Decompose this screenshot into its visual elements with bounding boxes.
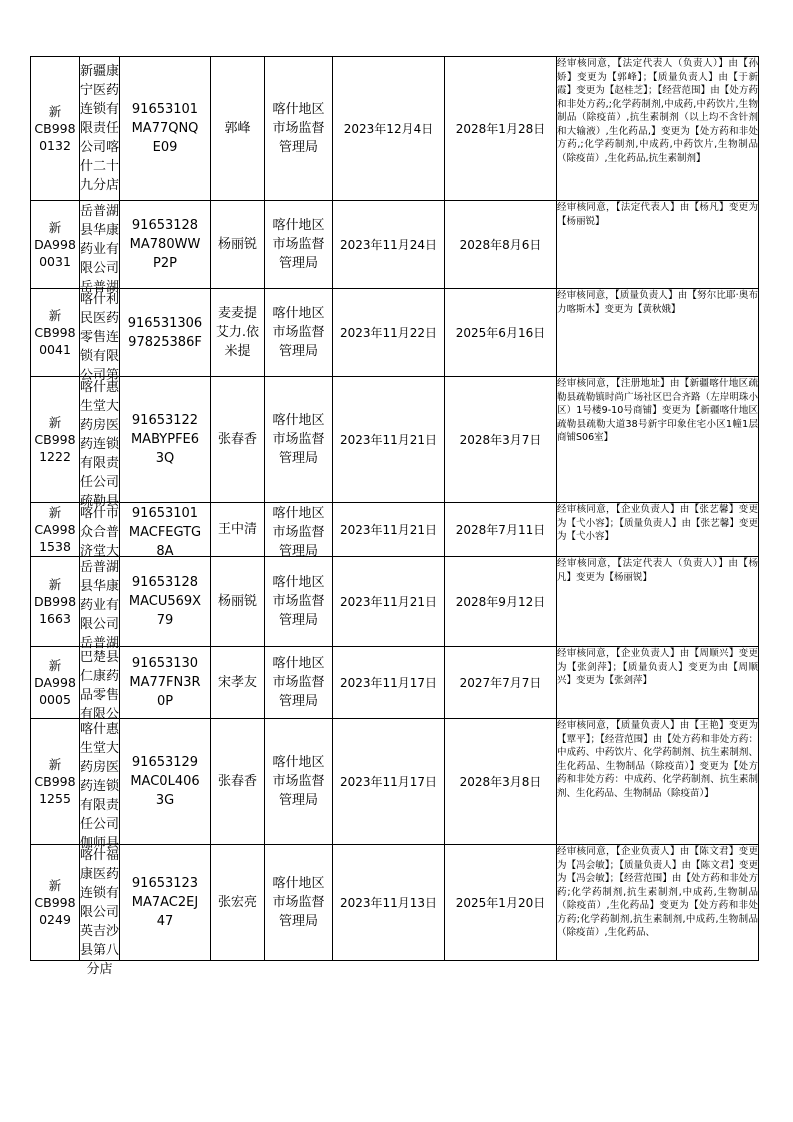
license-number-cell bbox=[31, 647, 80, 719]
expiry-date-cell-text: 2025年1月20日 bbox=[455, 896, 546, 910]
company-name-cell-line: 任公司 bbox=[80, 474, 120, 490]
expiry-date-cell bbox=[445, 57, 557, 201]
license-number-cell bbox=[31, 503, 80, 557]
change-note-cell-text: 经审核同意，【企业负责人】由【张艺馨】变更为【弋小容】；【质量负责人】由【张艺馨】变更为【弋小容】 bbox=[557, 504, 758, 542]
company-name-cell-line: 县第八 bbox=[80, 942, 120, 958]
expiry-date-cell bbox=[445, 647, 557, 719]
license-number-cell-line: 1222 bbox=[39, 449, 71, 464]
credit-code-cell-line: 3G bbox=[155, 793, 175, 808]
legal-person-cell-line: 宋孝友 bbox=[217, 675, 257, 690]
expiry-date-cell-text: 2027年7月7日 bbox=[459, 676, 542, 690]
company-name-cell bbox=[80, 289, 120, 383]
authority-cell-line: 管理局 bbox=[278, 256, 318, 271]
table-row bbox=[31, 719, 759, 845]
authority-cell-line: 喀什地区 bbox=[272, 218, 325, 233]
company-name-cell-line: 任公司 bbox=[80, 816, 120, 832]
change-note-cell-text: 经审核同意，【企业负责人】由【陈文君】变更为【冯会敏】；【质量负责人】由【陈文君】变更为【冯会敏】；【经营范围】由【处方药和非处方药;化学药制剂,抗生素制剂,中成药,生物制品（除疫苗）,生化药品】变更为【处方药和非处方药;化学药制剂,抗生素制剂,中成药,生物制品（除疫苗）,生化药品、 bbox=[557, 846, 758, 938]
company-name-cell-line: 岳普湖 bbox=[80, 203, 120, 219]
legal-person-cell-line: 杨丽锐 bbox=[217, 594, 257, 609]
authority-cell-line: 管理局 bbox=[278, 694, 318, 709]
change-note-cell-text: 经审核同意，【注册地址】由【新疆喀什地区疏勒县疏勒镇时尚广场社区巴合齐路（左岸明珠小区）1号楼9-10号商铺】变更为【新疆喀什地区疏勒县疏勒大道38号新宇印象住宅小区1幢1层商铺S06室】 bbox=[557, 378, 758, 443]
license-number-cell bbox=[31, 57, 80, 201]
credit-code-cell-line: E09 bbox=[152, 140, 178, 155]
authority-cell-line: 市场监督 bbox=[272, 432, 325, 447]
credit-code-cell-line: 91653128 bbox=[131, 575, 199, 590]
credit-code-cell bbox=[120, 57, 211, 201]
license-number-cell-line: 0031 bbox=[39, 254, 71, 269]
company-name-cell-line: 喀什市 bbox=[80, 505, 120, 521]
license-number-cell bbox=[31, 719, 80, 845]
change-date-cell bbox=[333, 377, 445, 503]
authority-cell-line: 市场监督 bbox=[272, 895, 325, 910]
license-number-cell-line: 0132 bbox=[39, 138, 71, 153]
change-note-cell bbox=[557, 647, 759, 719]
license-number-cell-line: 1538 bbox=[39, 539, 71, 554]
company-name-cell-line: 英吉沙 bbox=[80, 923, 120, 939]
company-name-cell-line: 药房医 bbox=[80, 759, 120, 775]
change-note-cell bbox=[557, 845, 759, 961]
license-number-cell-line: CA998 bbox=[34, 522, 76, 537]
company-name-cell-line: 限责任 bbox=[80, 121, 120, 136]
change-note-cell bbox=[557, 503, 759, 557]
company-name-cell-line: 生堂大 bbox=[80, 398, 120, 414]
company-name-cell-line: 药业有 bbox=[80, 597, 120, 613]
license-number-cell-line: 新 bbox=[48, 505, 62, 520]
company-name-cell-line: 药连锁 bbox=[80, 436, 120, 452]
legal-person-cell-line: 郭峰 bbox=[224, 121, 251, 136]
legal-person-cell bbox=[211, 377, 265, 503]
credit-code-cell-line: 91653129 bbox=[131, 755, 199, 770]
authority-cell-line: 管理局 bbox=[278, 613, 318, 628]
change-note-cell bbox=[557, 57, 759, 201]
change-date-cell bbox=[333, 57, 445, 201]
company-name-cell-line: 众合普 bbox=[80, 524, 120, 540]
change-note-cell-text: 经审核同意，【法定代表人】由【杨凡】变更为【杨丽锐】 bbox=[557, 202, 758, 227]
authority-cell-line: 喀什地区 bbox=[272, 876, 325, 891]
company-name-cell-line: 药连锁 bbox=[80, 778, 120, 794]
company-name-cell-line: 仁康药 bbox=[80, 668, 120, 684]
authority-cell bbox=[265, 289, 333, 377]
credit-code-cell bbox=[120, 201, 211, 289]
table-row bbox=[31, 845, 759, 961]
credit-code-cell-line: 79 bbox=[156, 613, 174, 628]
authority-cell-line: 喀什地区 bbox=[272, 656, 325, 671]
table-row bbox=[31, 377, 759, 503]
expiry-date-cell bbox=[445, 719, 557, 845]
company-name-cell-line: 伽师县 bbox=[80, 835, 120, 851]
company-name-cell-line: 岳普湖 bbox=[80, 279, 120, 295]
expiry-date-cell bbox=[445, 557, 557, 647]
authority-cell-line: 管理局 bbox=[278, 344, 318, 359]
license-number-cell-line: CB998 bbox=[34, 121, 76, 136]
license-number-cell-line: 新 bbox=[48, 415, 62, 430]
change-date-cell-text: 2023年11月17日 bbox=[339, 775, 438, 789]
credit-code-cell-line: MA77FN3R bbox=[129, 675, 201, 690]
company-name-cell-line: 限公司 bbox=[80, 616, 120, 632]
company-name-cell-line: 有限责 bbox=[80, 455, 120, 471]
company-name-cell-line: 济堂大 bbox=[80, 543, 120, 559]
table-row bbox=[31, 57, 759, 201]
change-date-cell bbox=[333, 647, 445, 719]
credit-code-cell-line: 91653122 bbox=[131, 413, 199, 428]
expiry-date-cell-text: 2028年9月12日 bbox=[455, 595, 546, 609]
license-number-cell-line: 0249 bbox=[39, 912, 71, 927]
authority-cell-line: 喀什地区 bbox=[272, 306, 325, 321]
credit-code-cell-line: 916531306 bbox=[127, 315, 203, 331]
license-number-cell-line: 新 bbox=[48, 878, 62, 893]
expiry-date-cell-text: 2025年6月16日 bbox=[455, 326, 546, 340]
company-name-cell bbox=[80, 647, 120, 722]
credit-code-cell-line: 47 bbox=[156, 914, 174, 929]
authority-cell-line: 管理局 bbox=[278, 140, 318, 155]
license-number-cell-line: 新 bbox=[48, 104, 62, 119]
authority-cell bbox=[265, 377, 333, 503]
authority-cell-line: 市场监督 bbox=[272, 675, 325, 690]
expiry-date-cell-text: 2028年8月6日 bbox=[459, 238, 542, 252]
credit-code-cell bbox=[120, 557, 211, 647]
table-row bbox=[31, 201, 759, 289]
company-name-cell bbox=[80, 845, 120, 977]
legal-person-cell bbox=[211, 557, 265, 647]
company-name-cell-line: 连锁有 bbox=[80, 102, 120, 117]
authority-cell-line: 喀什地区 bbox=[272, 102, 325, 117]
authority-cell-line: 市场监督 bbox=[272, 325, 325, 340]
license-number-cell bbox=[31, 557, 80, 647]
authority-cell-line: 市场监督 bbox=[272, 121, 325, 136]
license-number-cell bbox=[31, 845, 80, 961]
company-name-cell-line: 公司第 bbox=[80, 367, 120, 383]
company-name-cell-line: 分店 bbox=[86, 961, 113, 977]
credit-code-cell-line: MA780WW bbox=[129, 237, 201, 252]
authority-cell bbox=[265, 845, 333, 961]
authority-cell bbox=[265, 201, 333, 289]
authority-cell-line: 管理局 bbox=[278, 793, 318, 808]
expiry-date-cell bbox=[445, 289, 557, 377]
authority-cell-line: 管理局 bbox=[278, 451, 318, 466]
license-number-cell-line: DA998 bbox=[34, 675, 76, 690]
change-note-cell-text: 经审核同意，【企业负责人】由【周顺兴】变更为【张剑萍】；【质量负责人】变更为由【周顺兴】变更为【张剑萍】 bbox=[557, 648, 758, 686]
company-name-cell-line: 岳普湖 bbox=[80, 559, 120, 575]
license-number-cell-line: CB998 bbox=[34, 774, 76, 789]
legal-person-cell-line: 麦麦提 bbox=[217, 306, 257, 321]
legal-person-cell bbox=[211, 289, 265, 377]
legal-person-cell bbox=[211, 57, 265, 201]
change-date-cell-text: 2023年11月22日 bbox=[339, 326, 438, 340]
company-name-cell-line: 药业有 bbox=[80, 241, 120, 257]
company-name-cell bbox=[80, 201, 120, 295]
company-name-cell-line: 县华康 bbox=[80, 222, 120, 238]
credit-code-cell bbox=[120, 647, 211, 719]
credit-code-cell-line: 91653101 bbox=[131, 505, 199, 521]
company-name-cell-line: 宁医药 bbox=[80, 83, 120, 98]
license-number-cell-line: 1255 bbox=[39, 791, 71, 806]
change-note-cell-text: 经审核同意，【法定代表人（负责人）】由【杨凡】变更为【杨丽锐】 bbox=[557, 558, 758, 583]
credit-code-cell-line: MACFEGTG bbox=[128, 524, 202, 540]
company-name-cell-line: 康医药 bbox=[80, 866, 120, 882]
credit-code-cell bbox=[120, 377, 211, 503]
company-name-cell-line: 巴楚县 bbox=[80, 649, 120, 665]
authority-cell-line: 喀什地区 bbox=[272, 505, 325, 521]
expiry-date-cell bbox=[445, 201, 557, 289]
legal-person-cell bbox=[211, 201, 265, 289]
company-name-cell bbox=[80, 557, 120, 651]
credit-code-cell-line: MA77QNQ bbox=[131, 121, 199, 136]
company-name-cell-line: 岳普湖 bbox=[80, 635, 120, 651]
legal-person-cell bbox=[211, 503, 265, 557]
expiry-date-cell-text: 2028年3月8日 bbox=[459, 775, 542, 789]
company-name-cell-line: 疏勒县 bbox=[80, 493, 120, 509]
change-date-cell bbox=[333, 719, 445, 845]
change-date-cell bbox=[333, 503, 445, 557]
credit-code-cell-line: MAC0L406 bbox=[130, 774, 200, 789]
credit-code-cell-line: 97825386F bbox=[128, 334, 202, 350]
expiry-date-cell bbox=[445, 377, 557, 503]
credit-code-cell-line: 3Q bbox=[155, 451, 175, 466]
authority-cell bbox=[265, 503, 333, 557]
change-note-cell bbox=[557, 201, 759, 289]
license-number-cell-line: CB998 bbox=[34, 895, 76, 910]
company-name-cell-line: 喀什福 bbox=[80, 847, 120, 863]
authority-cell bbox=[265, 647, 333, 719]
company-name-cell-line: 喀什惠 bbox=[80, 721, 120, 737]
legal-person-cell-line: 艾力.依 bbox=[215, 325, 260, 340]
company-name-cell-line: 限公司 bbox=[80, 260, 120, 276]
license-number-cell-line: DA998 bbox=[34, 237, 76, 252]
legal-person-cell-line: 米提 bbox=[224, 344, 251, 359]
change-date-cell-text: 2023年11月21日 bbox=[339, 433, 438, 447]
legal-person-cell-line: 杨丽锐 bbox=[217, 237, 257, 252]
license-number-cell-line: 新 bbox=[48, 757, 62, 772]
credit-code-cell-line: 91653128 bbox=[131, 218, 199, 233]
authority-cell-line: 市场监督 bbox=[272, 774, 325, 789]
change-date-cell-text: 2023年11月17日 bbox=[339, 676, 438, 690]
company-name-cell-line: 民医药 bbox=[80, 310, 120, 326]
change-note-cell bbox=[557, 289, 759, 377]
license-number-cell bbox=[31, 289, 80, 377]
credit-code-cell-line: 0P bbox=[156, 694, 174, 709]
authority-cell-line: 喀什地区 bbox=[272, 755, 325, 770]
expiry-date-cell bbox=[445, 503, 557, 557]
license-number-cell bbox=[31, 377, 80, 503]
change-date-cell-text: 2023年11月24日 bbox=[339, 238, 438, 252]
legal-person-cell-line: 张春香 bbox=[217, 774, 257, 789]
license-number-cell-line: 新 bbox=[48, 220, 62, 235]
expiry-date-cell-text: 2028年7月11日 bbox=[455, 523, 546, 537]
authority-cell-line: 管理局 bbox=[278, 543, 318, 559]
company-name-cell-line: 品零售 bbox=[80, 687, 120, 703]
license-number-cell-line: 新 bbox=[48, 658, 62, 673]
credit-code-cell-line: 8A bbox=[156, 543, 174, 559]
company-name-cell-line: 连锁有 bbox=[80, 885, 120, 901]
company-name-cell-line: 有限公 bbox=[80, 706, 120, 722]
credit-code-cell bbox=[120, 503, 211, 557]
table-body bbox=[31, 57, 759, 977]
license-number-cell-line: 1663 bbox=[39, 611, 71, 626]
change-note-cell-text: 经审核同意，【质量负责人】由【努尔比耶·奥布力喀斯木】变更为【黄秋娥】 bbox=[557, 290, 758, 315]
credit-code-cell-line: MACU569X bbox=[128, 594, 202, 609]
credit-code-cell-line: 91653130 bbox=[131, 656, 199, 671]
license-number-cell-line: 0005 bbox=[39, 692, 71, 707]
company-name-cell-line: 限公司 bbox=[80, 904, 120, 920]
authority-cell-line: 喀什地区 bbox=[272, 413, 325, 428]
license-number-cell-line: DB998 bbox=[33, 594, 77, 609]
authority-cell-line: 市场监督 bbox=[272, 524, 325, 540]
change-date-cell bbox=[333, 845, 445, 961]
change-date-cell bbox=[333, 201, 445, 289]
company-name-cell-line: 公司喀 bbox=[80, 140, 120, 155]
expiry-date-cell bbox=[445, 845, 557, 961]
change-date-cell-text: 2023年11月21日 bbox=[339, 523, 438, 537]
change-date-cell-text: 2023年12月4日 bbox=[343, 122, 434, 136]
legal-person-cell bbox=[211, 845, 265, 961]
table-row bbox=[31, 503, 759, 557]
license-number-cell bbox=[31, 201, 80, 289]
legal-person-cell-line: 张宏亮 bbox=[217, 895, 257, 910]
credit-code-cell-line: MA7AC2EJ bbox=[131, 895, 199, 910]
authority-cell-line: 管理局 bbox=[278, 914, 318, 929]
legal-person-cell-line: 王中清 bbox=[217, 522, 257, 537]
license-number-cell-line: 0041 bbox=[39, 342, 71, 357]
legal-person-cell bbox=[211, 719, 265, 845]
company-name-cell-line: 新疆康 bbox=[80, 64, 120, 79]
company-name-cell-line: 锁有限 bbox=[80, 348, 120, 364]
authority-cell-line: 市场监督 bbox=[272, 237, 325, 252]
change-date-cell-text: 2023年11月21日 bbox=[339, 595, 438, 609]
credit-code-cell bbox=[120, 845, 211, 961]
license-change-table bbox=[30, 56, 759, 977]
company-name-cell bbox=[80, 719, 120, 851]
company-name-cell bbox=[80, 57, 120, 201]
table-row bbox=[31, 647, 759, 719]
change-date-cell bbox=[333, 289, 445, 377]
authority-cell-line: 喀什地区 bbox=[272, 575, 325, 590]
change-date-cell bbox=[333, 557, 445, 647]
change-date-cell-text: 2023年11月13日 bbox=[339, 896, 438, 910]
expiry-date-cell-text: 2028年3月7日 bbox=[459, 433, 542, 447]
authority-cell-line: 市场监督 bbox=[272, 594, 325, 609]
company-name-cell-line: 什二十 bbox=[80, 159, 120, 174]
credit-code-cell bbox=[120, 719, 211, 845]
license-number-cell-line: 新 bbox=[48, 577, 62, 592]
company-name-cell bbox=[80, 377, 120, 509]
license-number-cell-line: 新 bbox=[48, 308, 62, 323]
company-name-cell bbox=[80, 503, 120, 557]
table-row bbox=[31, 557, 759, 647]
change-note-cell bbox=[557, 719, 759, 845]
company-name-cell-line: 县华康 bbox=[80, 578, 120, 594]
change-note-cell bbox=[557, 377, 759, 503]
legal-person-cell bbox=[211, 647, 265, 719]
change-note-cell bbox=[557, 557, 759, 647]
company-name-cell-line: 生堂大 bbox=[80, 740, 120, 756]
company-name-cell-line: 九分店 bbox=[80, 178, 120, 193]
company-name-cell-line: 零售连 bbox=[80, 329, 120, 345]
authority-cell bbox=[265, 557, 333, 647]
authority-cell bbox=[265, 57, 333, 201]
legal-person-cell-line: 张春香 bbox=[217, 432, 257, 447]
credit-code-cell bbox=[120, 289, 211, 377]
credit-code-cell-line: P2P bbox=[153, 256, 177, 271]
company-name-cell-line: 药房医 bbox=[80, 417, 120, 433]
credit-code-cell-line: 91653101 bbox=[131, 102, 199, 117]
change-note-cell-text: 经审核同意，【质量负责人】由【王艳】变更为【覃平】；【经营范围】由【处方药和非处方药：中成药、中药饮片、化学药制剂、抗生素制剂、生化药品、生物制品（除疫苗）】变更为【处方药和非处方药：中成药、化学药制剂、抗生素制剂、生化药品、生物制品（除疫苗）】 bbox=[557, 720, 758, 799]
license-number-cell-line: CB998 bbox=[34, 432, 76, 447]
company-name-cell-line: 喀什利 bbox=[80, 291, 120, 307]
credit-code-cell-line: 91653123 bbox=[131, 876, 199, 891]
expiry-date-cell-text: 2028年1月28日 bbox=[455, 122, 546, 136]
change-note-cell-text: 经审核同意，【法定代表人（负责人）】由【孙娇】变更为【郭峰】；【质量负责人】由【于新霞】变更为【赵桂芝】；【经营范围】由【处方药和非处方药,;化学药制剂,中成药,中药饮片,生物制品（除疫苗）,抗生素制剂（以上均不含针剂和大输液）,生化药品,】变更为【处方药和非处方药,;化学药制剂,中成药,中药饮片,生物制品（除疫苗）,生化药品,抗生素制剂】 bbox=[557, 58, 758, 164]
license-number-cell-line: CB998 bbox=[34, 325, 76, 340]
credit-code-cell-line: MABYPFE6 bbox=[130, 432, 200, 447]
authority-cell bbox=[265, 719, 333, 845]
company-name-cell-line: 有限责 bbox=[80, 797, 120, 813]
table-row bbox=[31, 289, 759, 377]
company-name-cell-line: 喀什惠 bbox=[80, 379, 120, 395]
